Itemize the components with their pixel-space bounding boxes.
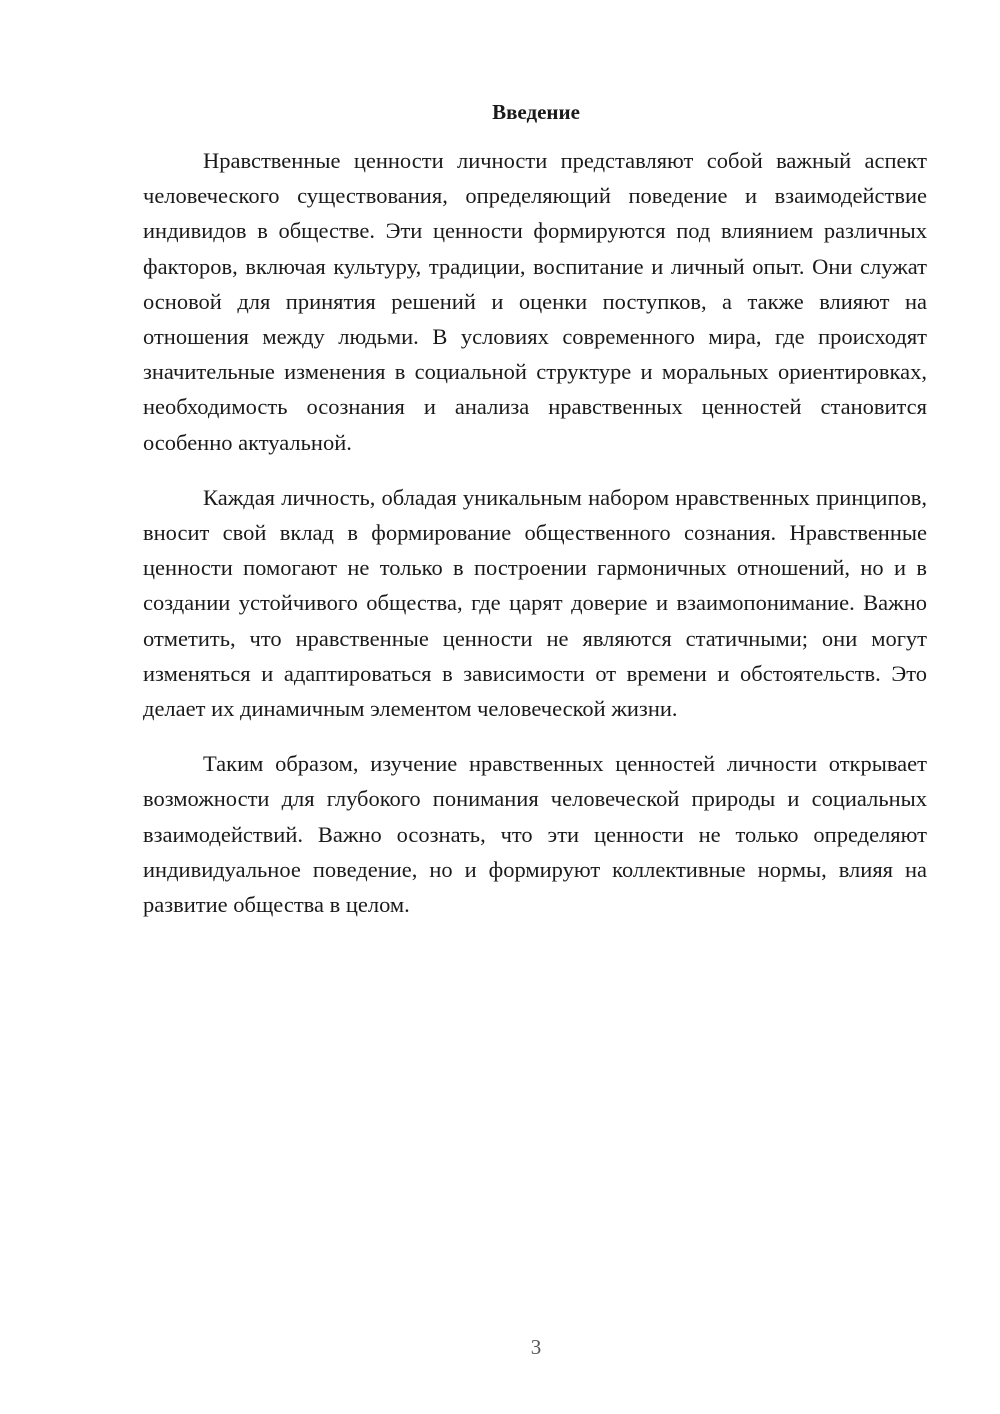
- paragraph-1: Нравственные ценности личности представляют собой важный аспект человеческого существования, определяющий поведение и взаимодействие индивидов в обществе. Эти ценности формируются под влиянием различных факторов, включая культуру, традиции, воспитание и личный опыт. Они служат основой для принятия решений и оценки поступков, а также влияют на отношения между людьми. В условиях современного мира, где происходят значительные изменения в социальной структуре и моральных ориентировках, необходимость осознания и анализа нравственных ценностей становится особенно актуальной.: [143, 148, 927, 455]
- page-number: 3: [530, 1335, 542, 1359]
- page-title: Введение: [492, 100, 580, 124]
- paragraph-3: Таким образом, изучение нравственных ценностей личности открывает возможности для глубокого понимания человеческой природы и социальных взаимодействий. Важно осознать, что эти ценности не только определяют индивидуальное поведение, но и формируют коллективные нормы, влияя на развитие общества в целом.: [143, 751, 927, 918]
- paragraph-2: Каждая личность, обладая уникальным набором нравственных принципов, вносит свой вклад в формирование общественного сознания. Нравственные ценности помогают не только в построении гармоничных отношений, но и в создании устойчивого общества, где царят доверие и взаимопонимание. Важно отметить, что нравственные ценности не являются статичными; они могут изменяться и адаптироваться в зависимости от времени и обстоятельств. Это делает их динамичным элементом человеческой жизни.: [143, 484, 927, 722]
- body-text: [143, 143, 927, 942]
